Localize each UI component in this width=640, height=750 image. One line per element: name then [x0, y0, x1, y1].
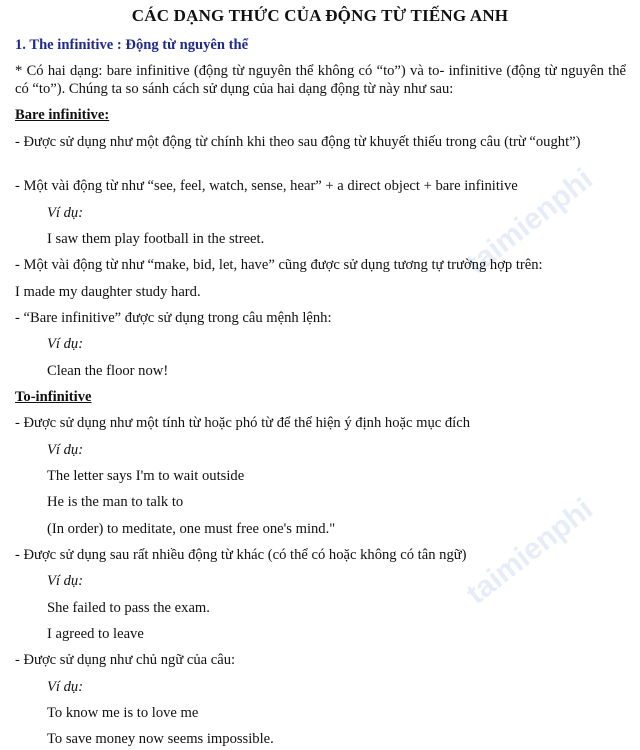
example-sentence: The letter says I'm to wait outside: [47, 468, 245, 484]
to-rule-3: - Được sử dụng như chủ ngữ của câu:: [15, 652, 236, 668]
to-rule-2: - Được sử dụng sau rất nhiều động từ khác (có thể có hoặc không có tân ngữ): [15, 547, 467, 563]
watermark-logo: taimienphi: [460, 492, 599, 611]
example-sentence: He is the man to talk to: [47, 494, 184, 510]
intro-paragraph: * Có hai dạng: bare infinitive (động từ nguyên thể không có “to”) và to- infinitive (động từ nguyên thể có “to”). Chúng ta so sánh cách sử dụng của hai dạng động từ này như sau:: [15, 63, 626, 97]
example-label: Ví dụ:: [47, 573, 84, 589]
example-sentence: (In order) to meditate, one must free one's mind.": [47, 521, 336, 537]
bare-rule-3: - Một vài động từ như “make, bid, let, have” cũng được sử dụng tương tự trường hợp trên:: [15, 257, 543, 273]
example-label: Ví dụ:: [47, 205, 84, 221]
bare-rule-2: - Một vài động từ như “see, feel, watch, sense, hear” + a direct object + bare infinitive: [15, 178, 518, 194]
example-sentence: Clean the floor now!: [47, 363, 169, 379]
bare-infinitive-heading: Bare infinitive:: [15, 107, 110, 123]
example-label: Ví dụ:: [47, 442, 84, 458]
example-sentence: I saw them play football in the street.: [47, 231, 265, 247]
example-label: Ví dụ:: [47, 336, 84, 352]
section-heading: 1. The infinitive : Động từ nguyên thể: [15, 37, 249, 53]
example-sentence: I made my daughter study hard.: [15, 284, 201, 300]
example-label: Ví dụ:: [47, 679, 84, 695]
example-sentence: She failed to pass the exam.: [47, 600, 210, 616]
to-infinitive-heading: To-infinitive: [15, 389, 92, 405]
bare-rule-1: - Được sử dụng như một động từ chính khi theo sau động từ khuyết thiếu trong câu (trừ “ought”): [15, 134, 581, 150]
bare-rule-4: - “Bare infinitive” được sử dụng trong câu mệnh lệnh:: [15, 310, 332, 326]
to-rule-1: - Được sử dụng như một tính từ hoặc phó từ để thể hiện ý định hoặc mục đích: [15, 415, 471, 431]
example-sentence: I agreed to leave: [47, 626, 144, 642]
example-sentence: To know me is to love me: [47, 705, 199, 721]
watermark-logo: taimienphi: [460, 162, 599, 281]
page-title: CÁC DẠNG THỨC CỦA ĐỘNG TỪ TIẾNG ANH: [131, 6, 509, 25]
example-sentence: To save money now seems impossible.: [47, 731, 274, 747]
